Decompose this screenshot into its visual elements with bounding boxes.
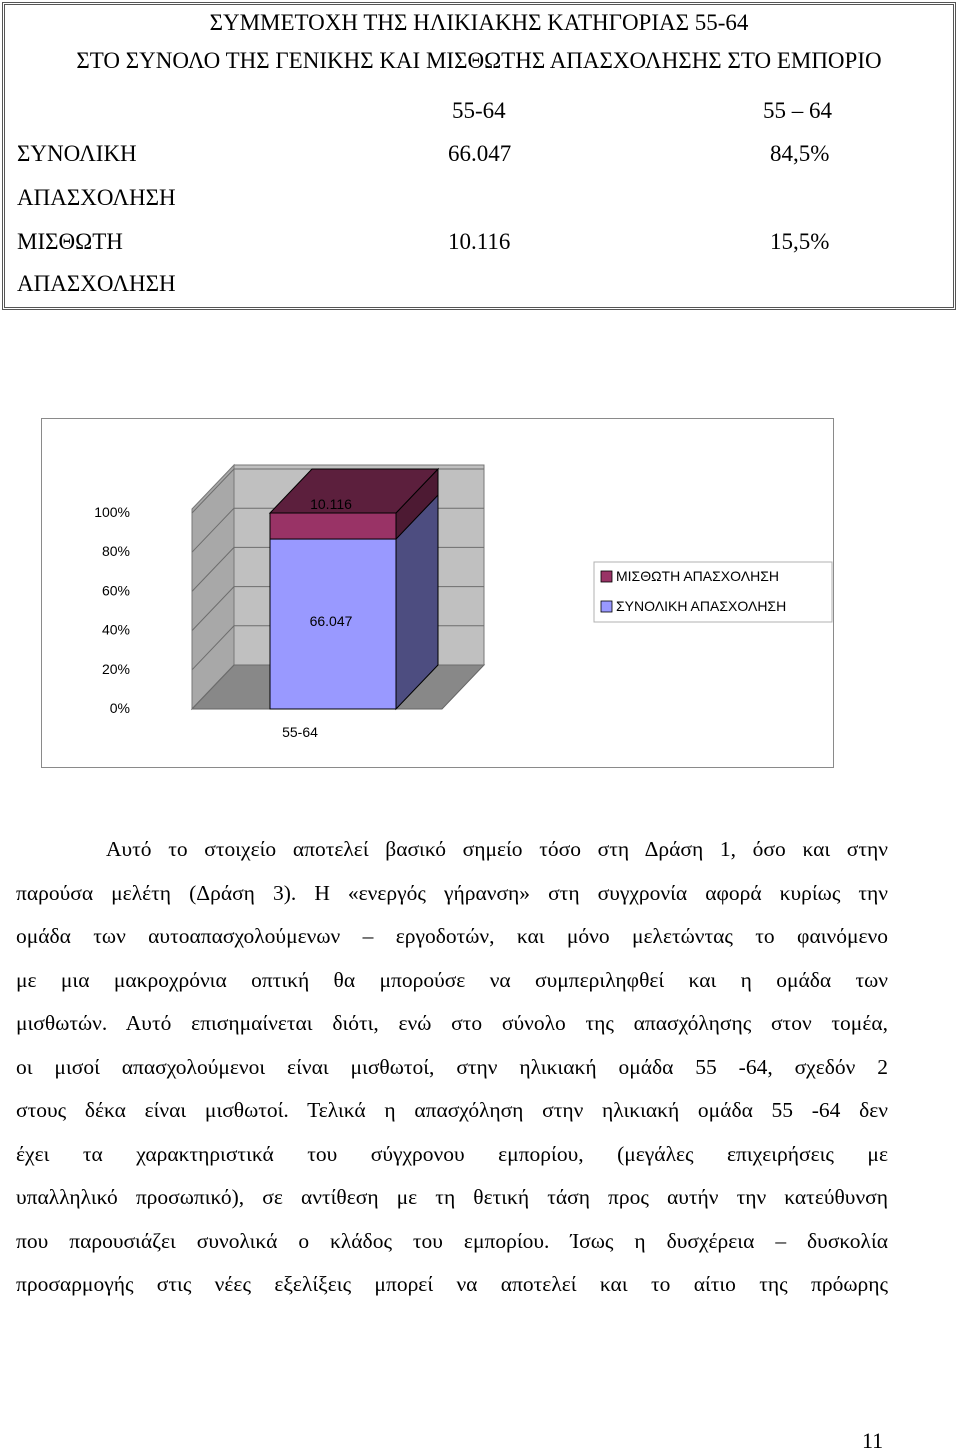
body-paragraph bbox=[16, 828, 888, 1307]
chart-x-tick-label: 55-64 bbox=[282, 724, 318, 740]
paragraph-line: παρούσα μελέτη (Δράση 3). Η «ενεργός γήρανση» στη συγχρονία αφορά κυρίως την bbox=[16, 880, 888, 905]
chart-canvas bbox=[42, 419, 833, 767]
row-salaried-value: 10.116 bbox=[448, 229, 511, 254]
row-total-label-2: ΑΠΑΣΧΟΛΗΣΗ bbox=[17, 185, 176, 210]
stats-table bbox=[2, 2, 956, 310]
table-title-line-2: ΣΤΟ ΣΥΝΟΛΟ ΤΗΣ ΓΕΝΙΚΗΣ ΚΑΙ ΜΙΣΘΩΤΗΣ ΑΠΑΣΧΟΛΗΣΗΣ ΣΤΟ ΕΜΠΟΡΙΟ bbox=[76, 48, 882, 73]
chart-y-ticks bbox=[94, 504, 130, 716]
page-number: 11 bbox=[862, 1428, 884, 1453]
row-salaried-percent: 15,5% bbox=[770, 229, 830, 254]
chart-y-tick-label: 40% bbox=[101, 621, 130, 638]
paragraph-line: οι μισοί απασχολούμενοι είναι μισθωτοί, στην ηλικιακή ομάδα 55 -64, σχεδόν 2 bbox=[16, 1054, 888, 1079]
paragraph-line: στους δέκα είναι μισθωτοί. Τελικά η απασχόληση στην ηλικιακή ομάδα 55 -64 δεν bbox=[16, 1098, 888, 1122]
row-total-percent: 84,5% bbox=[770, 141, 830, 166]
bar-front-salaried bbox=[270, 513, 396, 539]
chart-y-tick-label: 100% bbox=[94, 504, 130, 520]
data-label-salaried: 10.116 bbox=[310, 496, 352, 512]
chart-y-tick-label: 0% bbox=[109, 700, 130, 716]
paragraph-line: υπαλληλικό προσωπικό), σε αντίθεση με τη θετική τάση προς αυτήν την κατεύθυνση bbox=[16, 1185, 888, 1209]
chart-legend bbox=[594, 562, 832, 622]
chart-x-ticks bbox=[282, 724, 318, 740]
paragraph-line: που παρουσιάζει συνολικά ο κλάδος του εμπορίου. Ίσως η δυσχέρεια – δυσκολία bbox=[16, 1228, 888, 1253]
legend-label-salaried: ΜΙΣΘΩΤΗ ΑΠΑΣΧΟΛΗΣΗ bbox=[616, 568, 779, 584]
table-col2-header: 55 – 64 bbox=[763, 98, 832, 123]
chart-bars bbox=[270, 469, 438, 709]
row-total-label-1: ΣΥΝΟΛΙΚΗ bbox=[17, 141, 137, 166]
legend-swatch-salaried bbox=[601, 571, 612, 582]
data-label-total: 66.047 bbox=[309, 613, 353, 630]
paragraph-line: μισθωτών. Αυτό επισημαίνεται διότι, ενώ στο σύνολο της απασχόλησης στον τομέα, bbox=[16, 1011, 888, 1035]
chart-y-tick-label: 60% bbox=[101, 582, 130, 599]
row-total-value: 66.047 bbox=[448, 141, 512, 166]
chart-y-tick-label: 80% bbox=[101, 543, 130, 560]
row-salaried-label-2: ΑΠΑΣΧΟΛΗΣΗ bbox=[17, 271, 176, 296]
employment-chart bbox=[41, 418, 834, 768]
paragraph-line: με μια μακροχρόνια οπτική θα μπορούσε να συμπεριληφθεί και η ομάδα των bbox=[16, 967, 888, 992]
paragraph-line: έχει τα χαρακτηριστικά του σύγχρονου εμπορίου, (μεγάλες επιχειρήσεις με bbox=[16, 1141, 888, 1166]
table-col1-header: 55-64 bbox=[452, 98, 506, 123]
table-title-line-1: ΣΥΜΜΕΤΟΧΗ ΤΗΣ ΗΛΙΚΙΑΚΗΣ ΚΑΤΗΓΟΡΙΑΣ 55-64 bbox=[209, 10, 749, 35]
legend-swatch-total bbox=[601, 601, 612, 612]
paragraph-line: προσαρμογής στις νέες εξελίξεις μπορεί να αποτελεί και το αίτιο της πρόωρης bbox=[16, 1272, 888, 1296]
legend-label-total: ΣΥΝΟΛΙΚΗ ΑΠΑΣΧΟΛΗΣΗ bbox=[616, 598, 787, 614]
paragraph-line: ομάδα των αυτοαπασχολούμενων – εργοδοτών, και μόνο μελετώντας το φαινόμενο bbox=[16, 924, 888, 948]
paragraph-line: Αυτό το στοιχείο αποτελεί βασικό σημείο τόσο στη Δράση 1, όσο και στην bbox=[106, 837, 888, 861]
chart-y-tick-label: 20% bbox=[101, 660, 130, 677]
row-salaried-label-1: ΜΙΣΘΩΤΗ bbox=[17, 229, 123, 254]
